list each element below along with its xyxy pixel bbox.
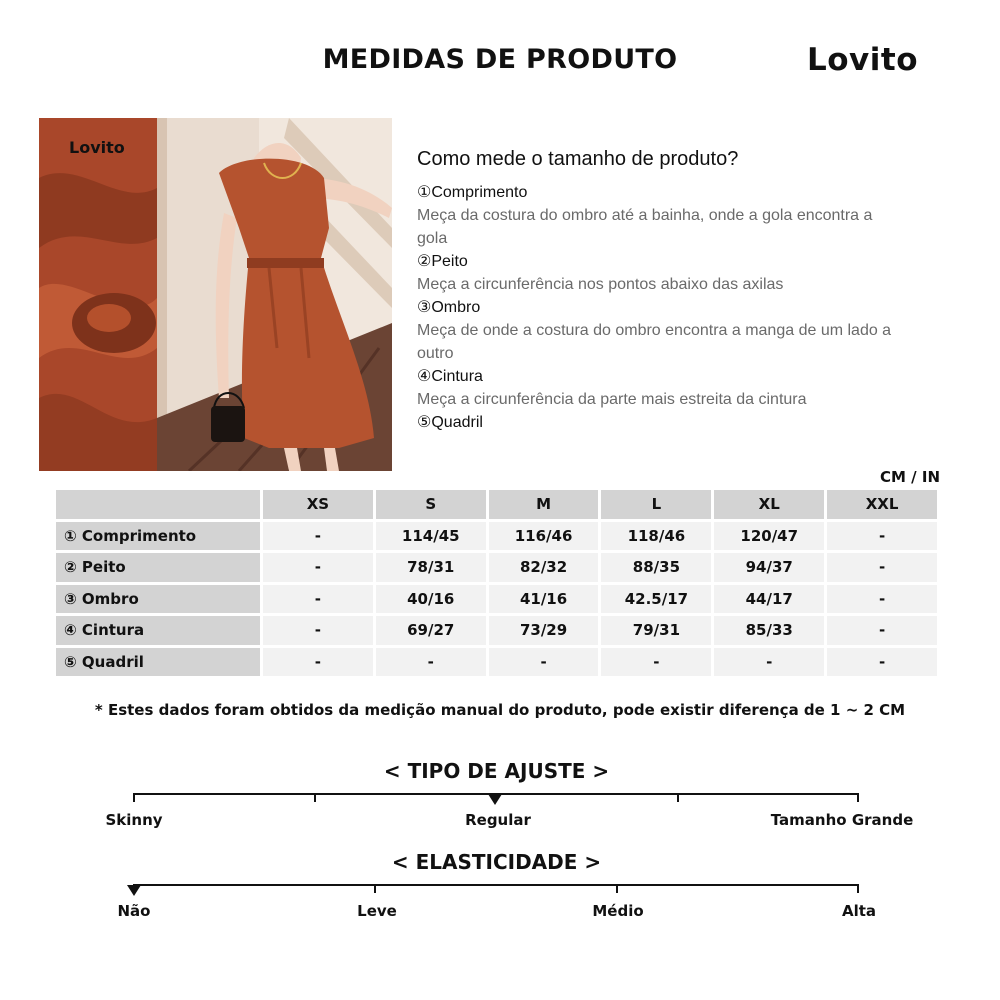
brand-logo: Lovito <box>806 42 918 78</box>
table-row <box>56 553 937 582</box>
elasticity-label-light: Leve <box>357 902 397 920</box>
unit-label: CM / IN <box>880 468 940 486</box>
table-cell: - <box>489 648 599 677</box>
measure-item-length <box>417 181 917 250</box>
measure-guide <box>417 148 917 434</box>
table-cell: - <box>263 648 373 677</box>
fit-selected-pointer-icon <box>488 794 502 805</box>
table-cell: - <box>714 648 824 677</box>
measure-item-waist <box>417 365 917 411</box>
table-cell: 40/16 <box>376 585 486 614</box>
row-label: ④ Cintura <box>56 616 260 645</box>
fit-scale-title: < TIPO DE AJUSTE > <box>383 759 610 783</box>
table-cell: - <box>601 648 711 677</box>
measure-item-desc: Meça da costura do ombro até a bainha, onde a gola encontra a gola <box>417 207 873 247</box>
table-header-cell: XL <box>714 490 824 519</box>
elasticity-selected-pointer-icon <box>127 885 141 896</box>
elasticity-scale-title: < ELASTICIDADE > <box>391 850 602 874</box>
table-cell: 116/46 <box>489 522 599 551</box>
table-cell: - <box>263 553 373 582</box>
fit-tick <box>857 793 859 802</box>
table-cell: - <box>263 522 373 551</box>
measure-guide-title: Como mede o tamanho de produto? <box>417 148 739 170</box>
table-header-cell: M <box>489 490 599 519</box>
measurement-note: * Estes dados foram obtidos da medição manual do produto, pode existir diferença de 1 ~ 2 CM <box>94 701 906 719</box>
table-cell: 79/31 <box>601 616 711 645</box>
table-cell: 88/35 <box>601 553 711 582</box>
table-cell: - <box>827 648 937 677</box>
fit-label-regular: Regular <box>465 811 531 829</box>
table-row <box>56 616 937 645</box>
elasticity-scale-line <box>133 884 859 886</box>
measure-item-label: ③Ombro <box>417 299 481 316</box>
table-cell: - <box>827 585 937 614</box>
table-header-row <box>56 490 937 519</box>
table-cell: - <box>827 553 937 582</box>
table-cell: 85/33 <box>714 616 824 645</box>
table-cell: - <box>263 585 373 614</box>
table-header-cell: S <box>376 490 486 519</box>
table-header-cell <box>56 490 260 519</box>
table-cell: 82/32 <box>489 553 599 582</box>
table-header-cell: L <box>601 490 711 519</box>
elasticity-label-none: Não <box>117 902 151 920</box>
elasticity-tick <box>374 884 376 893</box>
table-cell: 114/45 <box>376 522 486 551</box>
fit-label-large: Tamanho Grande <box>770 811 914 829</box>
table-header-cell: XXL <box>827 490 937 519</box>
table-cell: 118/46 <box>601 522 711 551</box>
measure-item-chest <box>417 250 917 296</box>
table-cell: 120/47 <box>714 522 824 551</box>
fit-label-skinny: Skinny <box>105 811 163 829</box>
elasticity-tick <box>616 884 618 893</box>
elasticity-label-medium: Médio <box>592 902 644 920</box>
row-label: ③ Ombro <box>56 585 260 614</box>
table-cell: 42.5/17 <box>601 585 711 614</box>
measure-item-desc: Meça de onde a costura do ombro encontra a manga de um lado a outro <box>417 322 892 362</box>
table-cell: 73/29 <box>489 616 599 645</box>
row-label: ⑤ Quadril <box>56 648 260 677</box>
measure-item-label: ⑤Quadril <box>417 414 483 431</box>
table-cell: 94/37 <box>714 553 824 582</box>
photo-brand-watermark: Lovito <box>69 138 125 157</box>
page-title: MEDIDAS DE PRODUTO <box>322 44 678 75</box>
size-table <box>53 487 940 679</box>
elasticity-label-high: Alta <box>841 902 877 920</box>
measure-item-hip <box>417 411 917 434</box>
table-cell: - <box>827 522 937 551</box>
row-label: ① Comprimento <box>56 522 260 551</box>
table-cell: 78/31 <box>376 553 486 582</box>
table-cell: - <box>263 616 373 645</box>
table-row <box>56 585 937 614</box>
fit-tick <box>314 793 316 802</box>
measure-item-desc: Meça a circunferência da parte mais estreita da cintura <box>417 391 807 408</box>
product-photo <box>39 118 392 471</box>
fit-tick <box>133 793 135 802</box>
measure-item-label: ②Peito <box>417 253 468 270</box>
elasticity-tick <box>857 884 859 893</box>
measure-item-label: ①Comprimento <box>417 184 528 201</box>
row-label: ② Peito <box>56 553 260 582</box>
measure-item-desc: Meça a circunferência nos pontos abaixo das axilas <box>417 276 784 293</box>
measure-item-shoulder <box>417 296 917 365</box>
table-cell: 41/16 <box>489 585 599 614</box>
measure-item-label: ④Cintura <box>417 368 483 385</box>
table-header-cell: XS <box>263 490 373 519</box>
table-row <box>56 522 937 551</box>
table-row <box>56 648 937 677</box>
fit-tick <box>677 793 679 802</box>
table-cell: 44/17 <box>714 585 824 614</box>
table-cell: 69/27 <box>376 616 486 645</box>
table-cell: - <box>376 648 486 677</box>
table-cell: - <box>827 616 937 645</box>
